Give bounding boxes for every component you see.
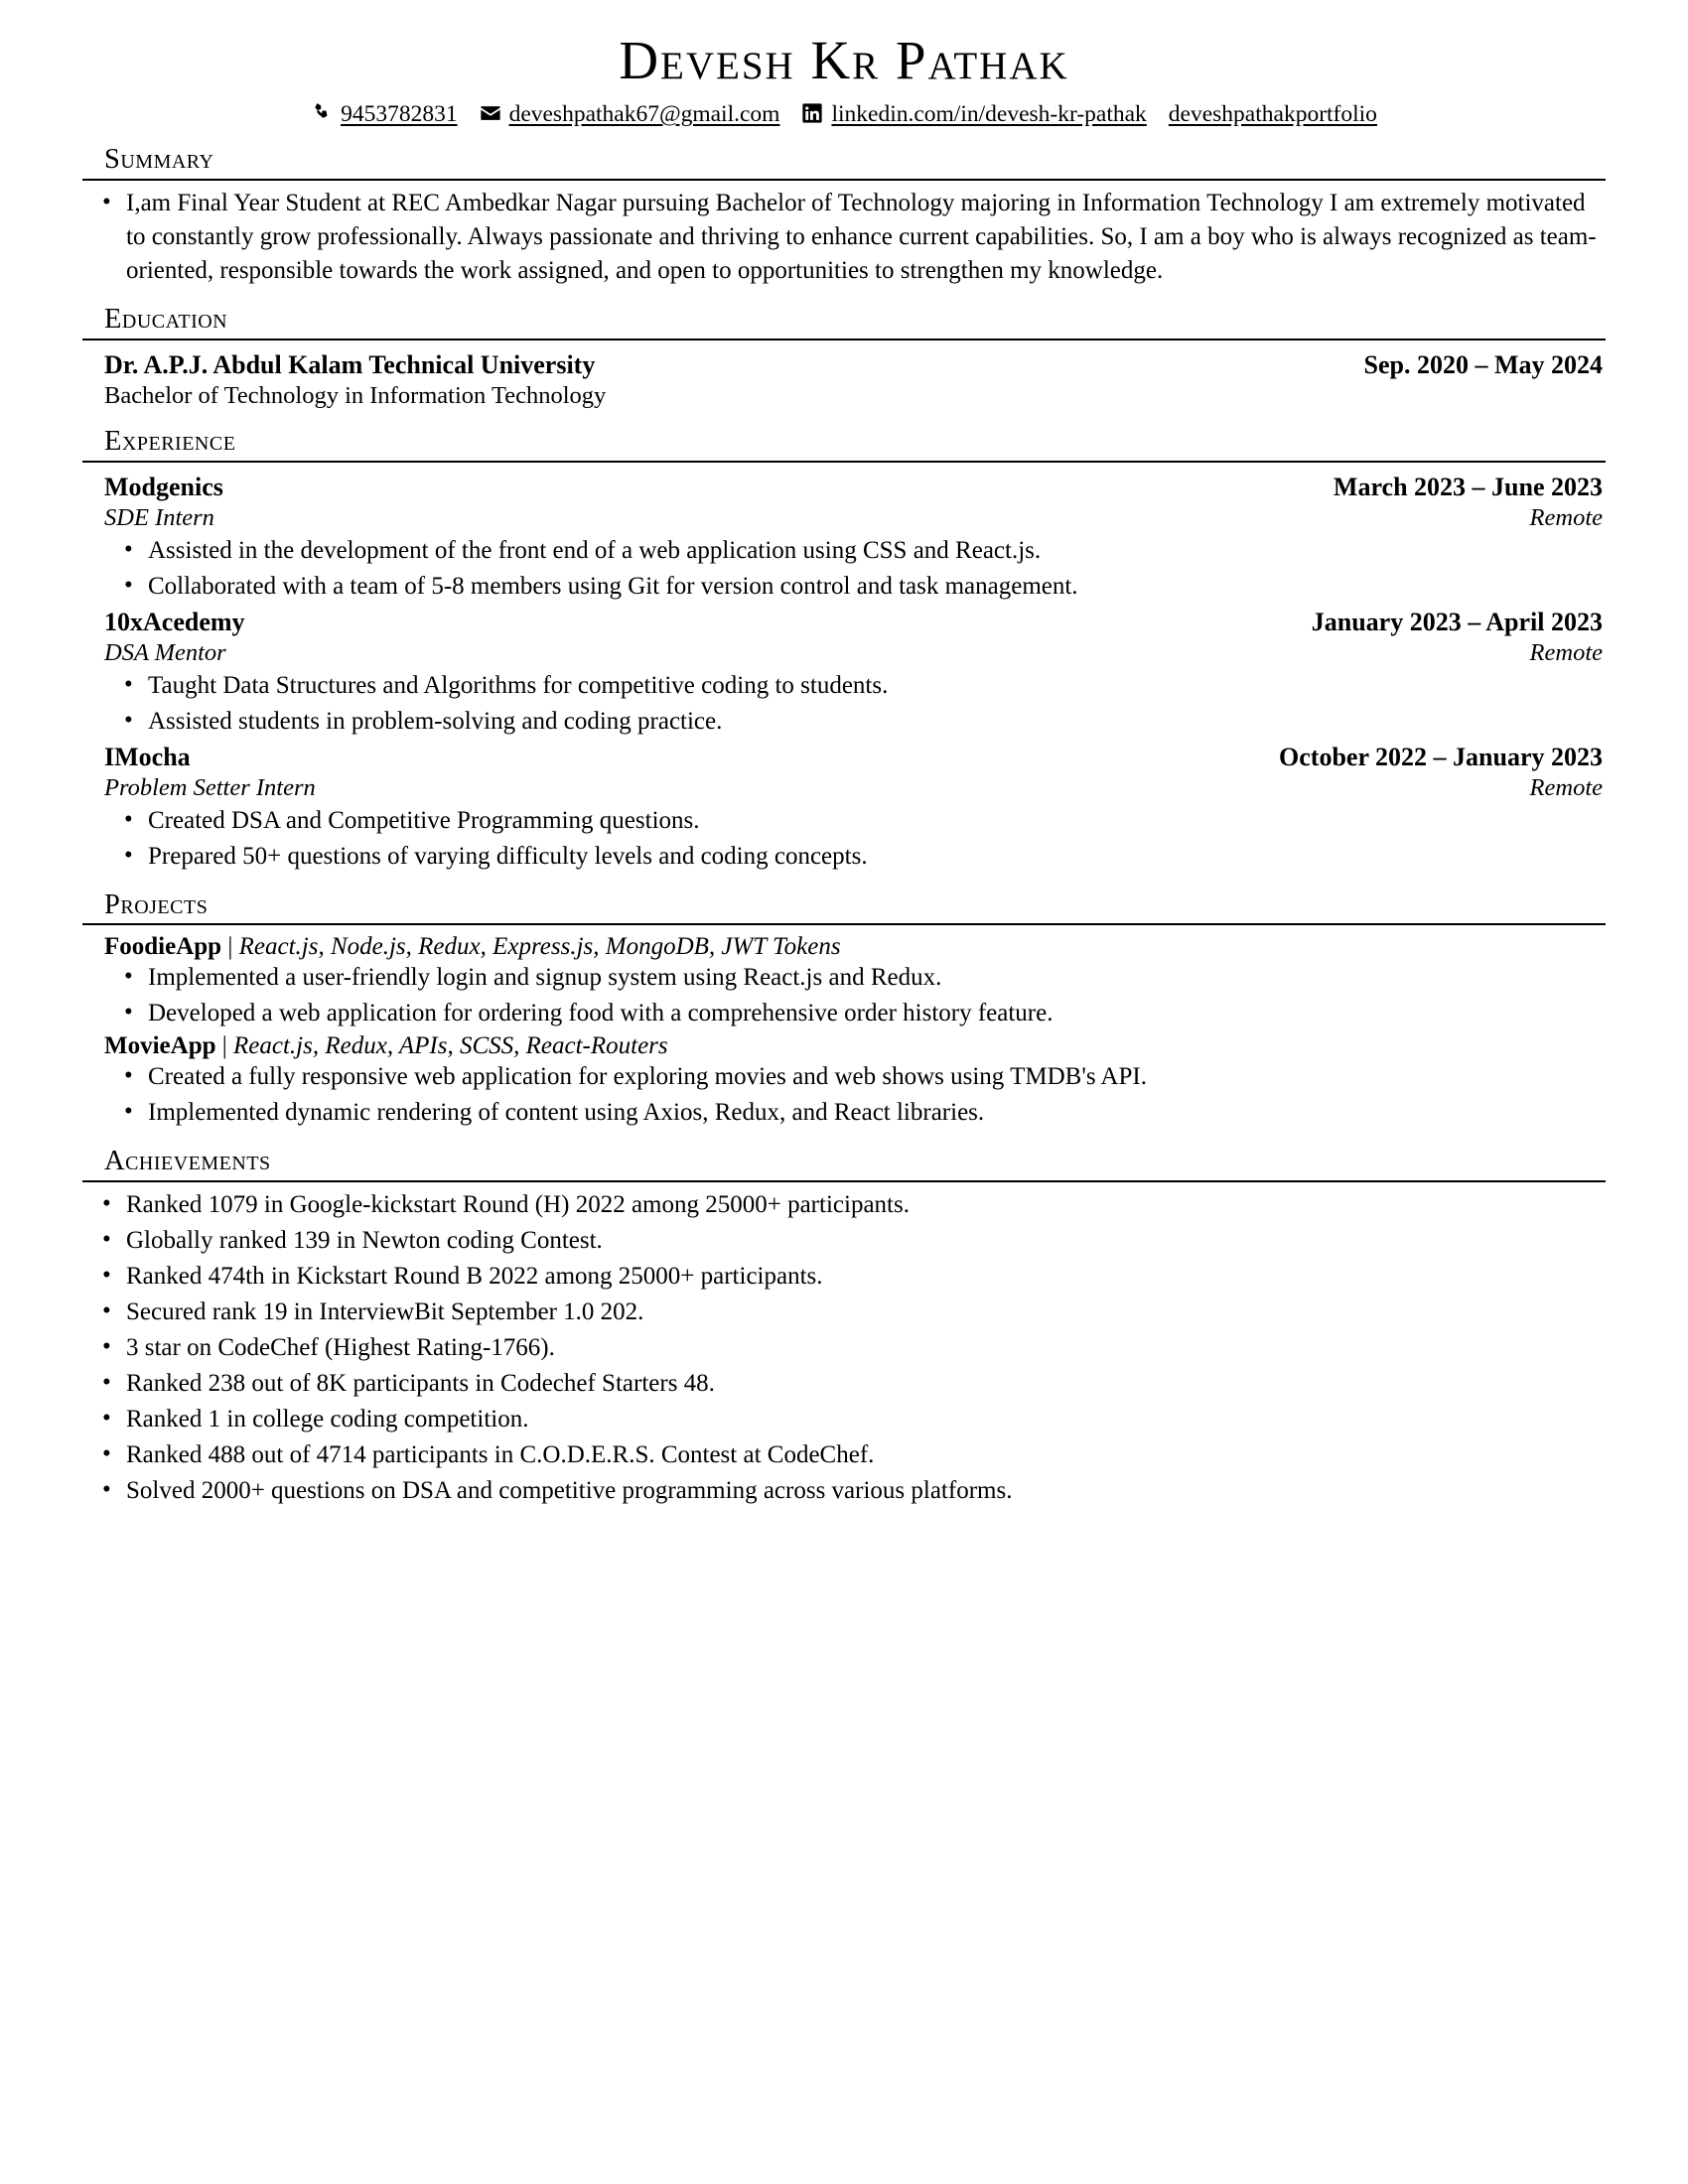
experience-role: Problem Setter Intern — [104, 773, 316, 801]
project-separator: | — [227, 933, 233, 961]
summary-bullet-list — [82, 187, 1606, 288]
list-item: • Taught Data Structures and Algorithms for competitive coding to students. — [82, 669, 1606, 703]
contact-linkedin-text: linkedin.com/in/devesh-kr-pathak — [831, 101, 1147, 128]
experience-org: IMocha — [104, 742, 191, 771]
section-title-summary: Summary — [104, 144, 214, 176]
projects-body — [82, 925, 1606, 1130]
experience-entry-subheader — [82, 639, 1606, 667]
list-item: • I,am Final Year Student at REC Ambedkar Nagar pursuing Bachelor of Technology majoring in Information Technology I am extremely motivated to constantly grow professionally. Always passionate and thriving to enhance current capabilities. So, I am a boy who is always recognized as team-oriented, responsible towards the work assigned, and open to opportunities to strengthen my knowledge. — [82, 187, 1606, 288]
project-entry — [82, 933, 1606, 1030]
section-title-achievements: Achievements — [104, 1146, 271, 1177]
list-item: • Created DSA and Competitive Programming questions. — [82, 804, 1606, 838]
achievements-body — [82, 1182, 1606, 1508]
section-projects — [82, 889, 1606, 1131]
project-header — [82, 933, 1606, 961]
experience-location: Remote — [1529, 638, 1603, 666]
contact-email[interactable] — [480, 99, 780, 128]
linkedin-icon — [801, 102, 823, 124]
envelope-icon — [480, 102, 501, 124]
section-education — [82, 304, 1606, 410]
list-item: • Ranked 474th in Kickstart Round B 2022 among 25000+ participants. — [82, 1260, 1606, 1294]
project-tech-stack: React.js, Redux, APIs, SCSS, React-Routers — [233, 1032, 668, 1060]
experience-entry — [82, 608, 1606, 739]
experience-dates: October 2022 – January 2023 — [1279, 742, 1603, 771]
contact-phone[interactable] — [311, 99, 458, 128]
experience-location: Remote — [1529, 773, 1603, 801]
list-item: • Assisted in the development of the front end of a web application using CSS and React.js. — [82, 534, 1606, 568]
project-bullet-list — [82, 961, 1606, 1030]
education-entry-header — [82, 350, 1606, 380]
contact-portfolio-text: deveshpathakportfolio — [1168, 101, 1377, 128]
experience-location: Remote — [1529, 503, 1603, 531]
experience-org: 10xAcedemy — [104, 607, 245, 636]
experience-dates: March 2023 – June 2023 — [1333, 472, 1603, 501]
list-item: • Solved 2000+ questions on DSA and competitive programming across various platforms. — [82, 1474, 1606, 1508]
project-header — [82, 1032, 1606, 1060]
project-name: FoodieApp — [104, 933, 222, 961]
experience-body — [82, 463, 1606, 874]
list-item: • 3 star on CodeChef (Highest Rating-1766). — [82, 1331, 1606, 1365]
list-item: • Ranked 238 out of 8K participants in Codechef Starters 48. — [82, 1367, 1606, 1401]
education-dates: Sep. 2020 – May 2024 — [1363, 349, 1603, 379]
experience-entry-header — [82, 473, 1606, 502]
education-degree: Bachelor of Technology in Information Technology — [104, 381, 607, 409]
list-item: • Prepared 50+ questions of varying difficulty levels and coding concepts. — [82, 840, 1606, 874]
phone-icon — [311, 102, 333, 124]
section-experience — [82, 426, 1606, 874]
list-item: • Ranked 1079 in Google-kickstart Round (H) 2022 among 25000+ participants. — [82, 1188, 1606, 1222]
list-item: • Assisted students in problem-solving and coding practice. — [82, 705, 1606, 739]
section-title-experience: Experience — [104, 425, 236, 457]
list-item: • Ranked 1 in college coding competition. — [82, 1403, 1606, 1436]
contact-linkedin[interactable] — [801, 99, 1146, 128]
experience-entry-header — [82, 608, 1606, 637]
experience-dates: January 2023 – April 2023 — [1311, 607, 1603, 636]
contact-line — [82, 99, 1606, 128]
section-title-projects: Projects — [104, 888, 209, 920]
education-body — [82, 341, 1606, 410]
section-summary — [82, 144, 1606, 288]
project-separator: | — [221, 1032, 227, 1060]
list-item: • Implemented dynamic rendering of content using Axios, Redux, and React libraries. — [82, 1096, 1606, 1130]
experience-role: DSA Mentor — [104, 638, 226, 666]
list-item: • Secured rank 19 in InterviewBit September 1.0 202. — [82, 1296, 1606, 1329]
experience-entry-subheader — [82, 504, 1606, 532]
section-achievements — [82, 1146, 1606, 1508]
list-item: • Created a fully responsive web application for exploring movies and web shows using TMDB's API. — [82, 1060, 1606, 1094]
resume-header — [82, 26, 1606, 128]
experience-bullet-list — [82, 804, 1606, 874]
experience-bullet-list — [82, 534, 1606, 604]
project-entry — [82, 1032, 1606, 1130]
list-item: • Implemented a user-friendly login and signup system using React.js and Redux. — [82, 961, 1606, 995]
project-bullet-list — [82, 1060, 1606, 1130]
summary-body — [82, 181, 1606, 288]
contact-portfolio[interactable] — [1169, 100, 1377, 128]
page-title: Devesh Kr Pathak — [619, 30, 1069, 90]
experience-entry — [82, 743, 1606, 874]
experience-role: SDE Intern — [104, 503, 214, 531]
list-item: • Collaborated with a team of 5-8 members using Git for version control and task management. — [82, 570, 1606, 604]
experience-bullet-list — [82, 669, 1606, 739]
experience-entry-header — [82, 743, 1606, 772]
education-entry — [82, 350, 1606, 410]
section-title-education: Education — [104, 304, 228, 336]
education-institution: Dr. A.P.J. Abdul Kalam Technical University — [104, 349, 596, 379]
list-item: • Globally ranked 139 in Newton coding Contest. — [82, 1224, 1606, 1258]
project-name: MovieApp — [104, 1032, 216, 1060]
achievements-bullet-list — [82, 1188, 1606, 1508]
project-tech-stack: React.js, Node.js, Redux, Express.js, MongoDB, JWT Tokens — [238, 933, 841, 961]
experience-entry-subheader — [82, 774, 1606, 802]
list-item: • Ranked 488 out of 4714 participants in C.O.D.E.R.S. Contest at CodeChef. — [82, 1438, 1606, 1472]
experience-org: Modgenics — [104, 472, 223, 501]
contact-email-text: deveshpathak67@gmail.com — [508, 101, 780, 128]
experience-entry — [82, 473, 1606, 604]
contact-phone-text: 9453782831 — [341, 101, 458, 128]
list-item: • Developed a web application for ordering food with a comprehensive order history feature. — [82, 997, 1606, 1030]
